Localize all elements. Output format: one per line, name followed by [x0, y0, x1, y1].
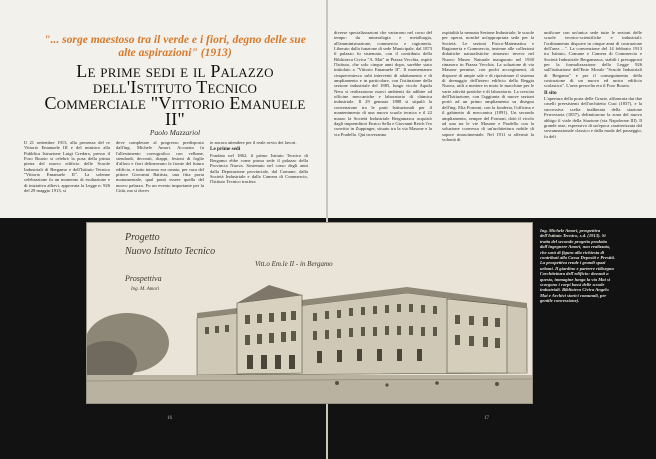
drawing-label-nuovo-istituto: Nuovo Istituto Tecnico — [125, 246, 216, 257]
article-title: Le prime sedi e il Palazzo dell'Istituto Tecnico Commerciale "Vittorio Emanuele II" — [44, 61, 306, 129]
page-number-left: 16 — [167, 416, 172, 421]
text-column-5 — [442, 30, 534, 218]
column-paragraph: L'apertura della porta delle Grazie, affiancata dai due caselli preesistenti dell'architetto Cusi (1837), e la successiva scelta inalberata della stazione Ferroviaria (1857), delimitarono la zona del nuovo abbigo il viale della Stazione (via Napoleone III). Il grande asse, espressivo di un'epoca caratterizzata dal sovrannazionale classico e dalla moda del passeggio, fu deli — [544, 96, 642, 139]
drawing-label-bergamo: Vitt.o Em.le II - in Bergamo — [255, 260, 333, 268]
text-column-2 — [116, 140, 204, 218]
column-paragraph: Il 21 settembre 1913, alla presenza del re Vittorio Emanuele III e del ministro alla Pubblica Istruzione Luigi Credaro, presso il Foro Boario si celebrò la posa della prima pietra del nuovo edificio delle Scuole Industriali di Bergamo e dell'Istituto Tecnico "Vittorio Emanuele II". La solenne celebrazione fu un momento di esultazione e di iniziativa allievi, approvata la Legge n. 926 del 29 maggio 1913, si — [24, 140, 110, 194]
column-paragraph: ospitalità la neonata Sezione Industriale, le scuole per operai, nonché un'appropriata sede per la Società. Le sezioni Fisico-Matematica e Ragioneria e Commercio, insieme alle collezioni didattiche naturalistiche rimasero invece nel Nuovo Museo Naturale inaugurato nel 1930 rimasero in Piazza Vecchia. La soluzione di via Masone permise, con pochi accorgimenti, di disporre di ampie sale e di ripristinare il sistema di drenaggio dell'intero edificio della Reggia Nuova, utili a mettere in moto le macchine per le varie attività pratiche e di laboratorio. La crescita dell'Istituzione, con l'aggiunta di nuove sezioni portò ad un primo ampliamento su disegno dell'ing. Elia Fornoni, con la fonderia, l'officina e il gabinetto di meccanica (1891). Un secondo ampliamento, sempre del Fornoni, dotò il vicolo ad una tra le vie Masone e Pradello con la soluzione convessa di un'architettura nobile di sapore rinascimentale. Nel 1911 si affermò la volontà di — [442, 30, 534, 142]
column-paragraph: unificare con un'unica sede tutte le sezioni delle scuole tecnico-scientifiche e industriali: l'ordinamento disporre in cinque anni di costruzione dell'area ...". La convenzione del 14 febbraio 1913 tra Istituto, Comune e Camera di Commercio e Società Industriale Bergamasca, stabilì i presupposti per la formalizzazione della Legge 926 sull'istituzione dell'Ente Morale "Scuole Industriali di Bergamo" e per il conseguimento della costruzione di un nuovo ed unico edificio scolastico". L'area prescelta era il Foro Boario. — [544, 30, 642, 89]
text-column-1 — [24, 140, 110, 218]
pull-quote: "... sorge maestoso tra il verde e i fiori, degno delle sue alte aspirazioni" (1913) — [44, 33, 306, 59]
text-column-4 — [334, 30, 432, 218]
article-author: Paolo Mazzariol — [149, 128, 201, 137]
section-heading-prime-sedi: Le prime sedi — [210, 146, 241, 153]
illustration-caption: Ing. Michele Amori, prospettiva dell'Istituto Tecnico, s.d. (1913). Si tratta del secondo progetto prodotto dall'ingegnere Amori, non realizzato, che sarà di figura alla richiesta di contributi alla Cassa Depositi e Prestiti. La prospettiva rende i grandi spazi urbani. Il giardino e parterre ridisegna l'architettura dell'edificio: davanti a questo, immagine lunga la via Mai si scorgono i corpi bassi delle scuole industriali. Biblioteca Civica Angelo Mai e Archivi storici comunali, per gentile concessione). — [540, 228, 616, 304]
drawing-label-prospettiva: Prospettiva — [125, 274, 162, 283]
architectural-drawing — [86, 222, 533, 404]
column-paragraph: diverse specializzazioni che variarono nel corso del tempo: da mineralogia e metallurgia, all'amministrazione, commercio e ragioneria. Liberato dalla funzione di sede Municipale, dal 1873 il palazzo fu sistemato, con il contributo della Biblioteca Civica "A. Mai" in Piazza Vecchia, ospitò l'Istituto, che solo cinque anni dopo, sarebbe stato intitolato a "Vittorio Emanuele II". Il momentaneo cinquecentesco subì interventi di adattamento e di ampliamento e in particolare, con l'istituzione della sezione industriale del 1885, lungo vicolo Aquila Nera si realizzarono nuovi ambienti da adibire ad officine meccaniche e laboratorio di chimica industriale. Il 29 gennaio 1888 si stipulò la convenzione tra le parti Istituzionali per il mantenimento di una nuova scuola tecnica e il 22 marzo la Società Industriale Bergamasca acquistò dagli imprenditori Enrico Sella e Giovanni Reich l'ex convitto in Zuppinger, situato tra la via Masone e la via Pradello. Qui troveranno — [334, 30, 432, 137]
column-paragraph: deve completare al progresso predisposto dall'ing. Michele Amori. Accurato fu l'allestimento coreografico con velbane, stendardi, decorati, drappi, festoni di foglie d'alloro e fiori delineavano la fronte del futuro edificio, e tutto intorno era ornato, per cura del pittore Giovanni Battista, una fitta porta monumentale, qual ponti essere quella del nuovo palazzo. Fu un evento importante per la Città, ma si dovev — [116, 140, 204, 194]
drawing-label-progetto: Progetto — [125, 232, 160, 243]
drawing-label-signature: Ing. M. Amori — [131, 287, 160, 292]
section-heading-sito: Il sito — [544, 89, 557, 96]
column-paragraph: Fondato nel 1862, il primo Istituto Tecnico di Bergamo ebbe come prima sede il palazzo della Provincia Nuova. Sostenuto nel corso degli anni dalla Deputazione provinciale, dal Comune, dalla Società Industriale e dalla Camera di Commercio, l'Istituto Tecnico trasfera — [210, 152, 308, 185]
column-paragraph: te ancora attendere per il reale avvio dei lavori. — [210, 140, 297, 145]
text-column-3 — [210, 140, 308, 218]
page-number-right: 17 — [484, 416, 489, 421]
text-column-6 — [544, 30, 642, 218]
